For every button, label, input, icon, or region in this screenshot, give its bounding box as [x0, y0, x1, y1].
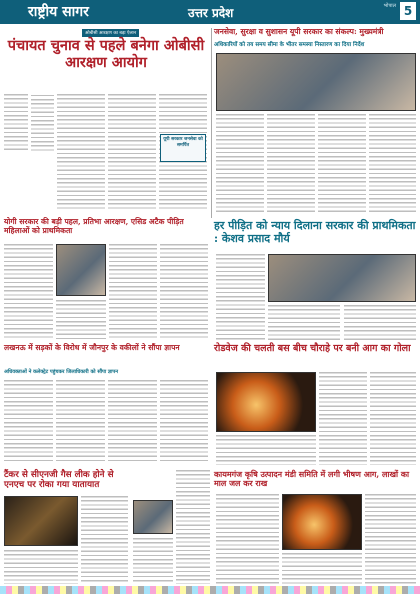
- justice-headline: हर पीड़ित को न्याय दिलाना सरकार की प्राथमिकता : केशव प्रसाद मौर्य: [214, 219, 416, 245]
- market-body-1: [216, 494, 279, 584]
- justice-body-1: [216, 254, 265, 340]
- yogi-body-4: [160, 244, 208, 340]
- lead-body-1: [4, 94, 54, 210]
- market-headline: कायमगंज कृषि उत्पादन मंडी समिति में लगी भीषण आग, लाखों का माल जल कर राख: [214, 469, 410, 489]
- top-right-body-3: [318, 114, 366, 214]
- yogi-body-1: [4, 244, 53, 340]
- tanker-body-2: [81, 496, 128, 584]
- jaunpur-body-1: [4, 380, 53, 464]
- roadways-body-3: [370, 372, 416, 465]
- top-right-body-4: [369, 114, 416, 214]
- jaunpur-body-3: [108, 380, 157, 464]
- jaunpur-headline: लखनऊ में सड़कों के विरोध में जौनपुर के वकीलों ने सौंपा ज्ञापन: [4, 343, 180, 352]
- side-column-body: [176, 470, 210, 584]
- roadways-headline: रोडवेज की चलती बस बीच चौराहे पर बनी आग का गोला: [214, 343, 411, 354]
- chief-minister-meeting-photo: [216, 53, 416, 111]
- section-title: उत्तर प्रदेश: [188, 6, 234, 20]
- tanker-body-1: [4, 550, 78, 584]
- top-right-headline: जनसेवा, सुरक्षा व सुशासन यूपी सरकार का संकल्प: मुख्यमंत्री: [214, 27, 384, 36]
- tanker-headline: टैंकर से सीएनजी गैस लीक होने से एनएच पर रोका गया यातायात: [4, 470, 114, 491]
- justice-body-3: [344, 305, 416, 340]
- side-story-body: [133, 538, 173, 584]
- yogi-body-3: [109, 244, 157, 340]
- justice-body-2: [268, 305, 340, 340]
- keshav-maurya-event-photo: [268, 254, 416, 302]
- market-fire-photo: [282, 494, 362, 550]
- jaunpur-subhead: अधिवक्ताओं ने कलेक्ट्रेट पहुंचकर जिलाधिकारी को सौंपा ज्ञापन: [4, 369, 119, 375]
- page-number: 5: [400, 2, 416, 20]
- newspaper-logo: राष्ट्रीय सागर: [28, 4, 89, 20]
- lead-pullquote: यूपी सरकार जनसेवा को समर्पित: [160, 134, 206, 162]
- edition-date: भोपाल: [383, 3, 396, 9]
- jaunpur-body-2: [56, 380, 105, 464]
- jaunpur-body-4: [160, 380, 208, 464]
- lead-headline: पंचायत चुनाव से पहले बनेगा ओबीसी आरक्षण आयोग: [7, 37, 205, 71]
- top-right-subhead: अधिकारियों को तय समय सीमा के भीतर समस्या निस्तारण का दिया निर्देश: [214, 42, 365, 48]
- lead-body-3: [108, 94, 156, 210]
- yogi-headline: योगी सरकार की बड़ी पहल, प्रतिभा आरक्षण, एसिड अटैक पीड़ित महिलाओं को प्राथमिकता: [4, 217, 184, 235]
- roadways-body-1: [216, 435, 316, 465]
- market-body-2: [282, 553, 362, 584]
- top-right-body-1: [216, 114, 264, 214]
- yogi-portrait-photo: [56, 244, 106, 296]
- market-body-3: [365, 494, 416, 584]
- tanker-photo: [4, 496, 78, 546]
- bus-fire-photo: [216, 372, 316, 432]
- lead-body-2: [57, 94, 105, 210]
- masthead: [0, 0, 420, 24]
- roadways-body-2: [319, 372, 367, 465]
- lead-kicker: ओबीसी आरक्षण का बड़ा ऐलान: [82, 29, 139, 37]
- column-divider: [211, 28, 212, 218]
- top-right-body-2: [267, 114, 315, 214]
- yogi-body-2: [56, 300, 106, 340]
- side-story-photo: [133, 500, 173, 534]
- print-color-bar: [0, 586, 420, 594]
